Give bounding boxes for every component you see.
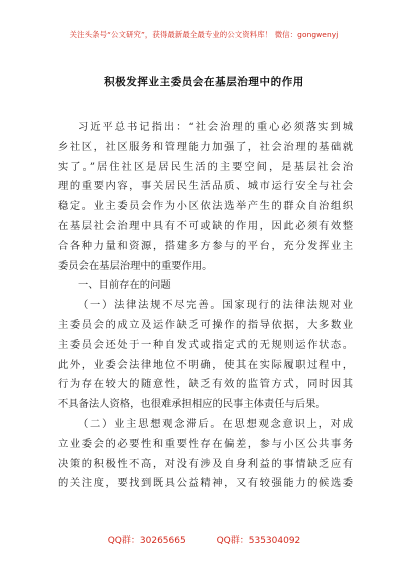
body-line: 实了。”居住社区是居民生活的主要空间，是基层社会治 [58, 160, 353, 173]
body-line: （二）业主思想观念滞后。在思想观念意识上，对成 [78, 417, 353, 430]
body-line: 合各种力量和资源，搭建多方参与的平台，充分发挥业主 [58, 239, 353, 252]
document-title: 积极发挥业主委员会在基层治理中的作用 [104, 76, 304, 88]
footer-contacts [0, 533, 408, 546]
document-body [58, 118, 353, 494]
body-line: 委员会在基层治理中的重要作用。 [58, 259, 213, 272]
body-line: 此外，业委会法律地位不明确，使其在实际履职过程中， [58, 358, 353, 371]
body-line: 立业委会的必要性和重要性存在偏差，参与小区公共事务 [58, 437, 353, 450]
body-line: 决策的积极性不高，对没有涉及自身利益的事情缺乏应有 [58, 457, 353, 470]
body-line: 理的重要内容，事关居民生活品质、城市运行安全与社会 [58, 180, 353, 193]
body-line: 的关注度，要找到既具公益精神，又有较强能力的候选委 [58, 477, 353, 490]
body-line: 行为存在较大的随意性，缺乏有效的监管方式，同时因其 [58, 378, 353, 391]
section-heading: 一、目前存在的问题 [78, 279, 171, 292]
body-line: 主委员会还处于一种自发式或指定式的无规则运作状态。 [58, 338, 353, 351]
body-line: 不具备法人资格，也很难承担相应的民事主体责任与后果。 [58, 398, 326, 411]
body-line: 习近平总书记指出：“社会治理的重心必须落实到城 [78, 121, 353, 133]
promo-banner: 关注头条号“公文研究”，获得最新最全最专业的公文资料库！ 微信：gongwenyj [69, 30, 339, 39]
body-line: 主委员会的成立及运作缺乏可操作的指导依据，大多数业 [58, 318, 353, 331]
body-line: （一）法律法规不尽完善。国家现行的法律法规对业 [78, 299, 353, 312]
body-line: 乡社区，社区服务和管理能力加强了，社会治理的基础就 [58, 140, 353, 153]
qq-group-1: QQ群：30265665 [107, 536, 186, 546]
body-line: 在基层社会治理中具有不可或缺的作用，因此必须有效整 [58, 219, 353, 232]
qq-group-2: QQ群：535304092 [216, 536, 301, 546]
body-line: 稳定。业主委员会作为小区依法选举产生的群众自治组织 [58, 200, 353, 213]
